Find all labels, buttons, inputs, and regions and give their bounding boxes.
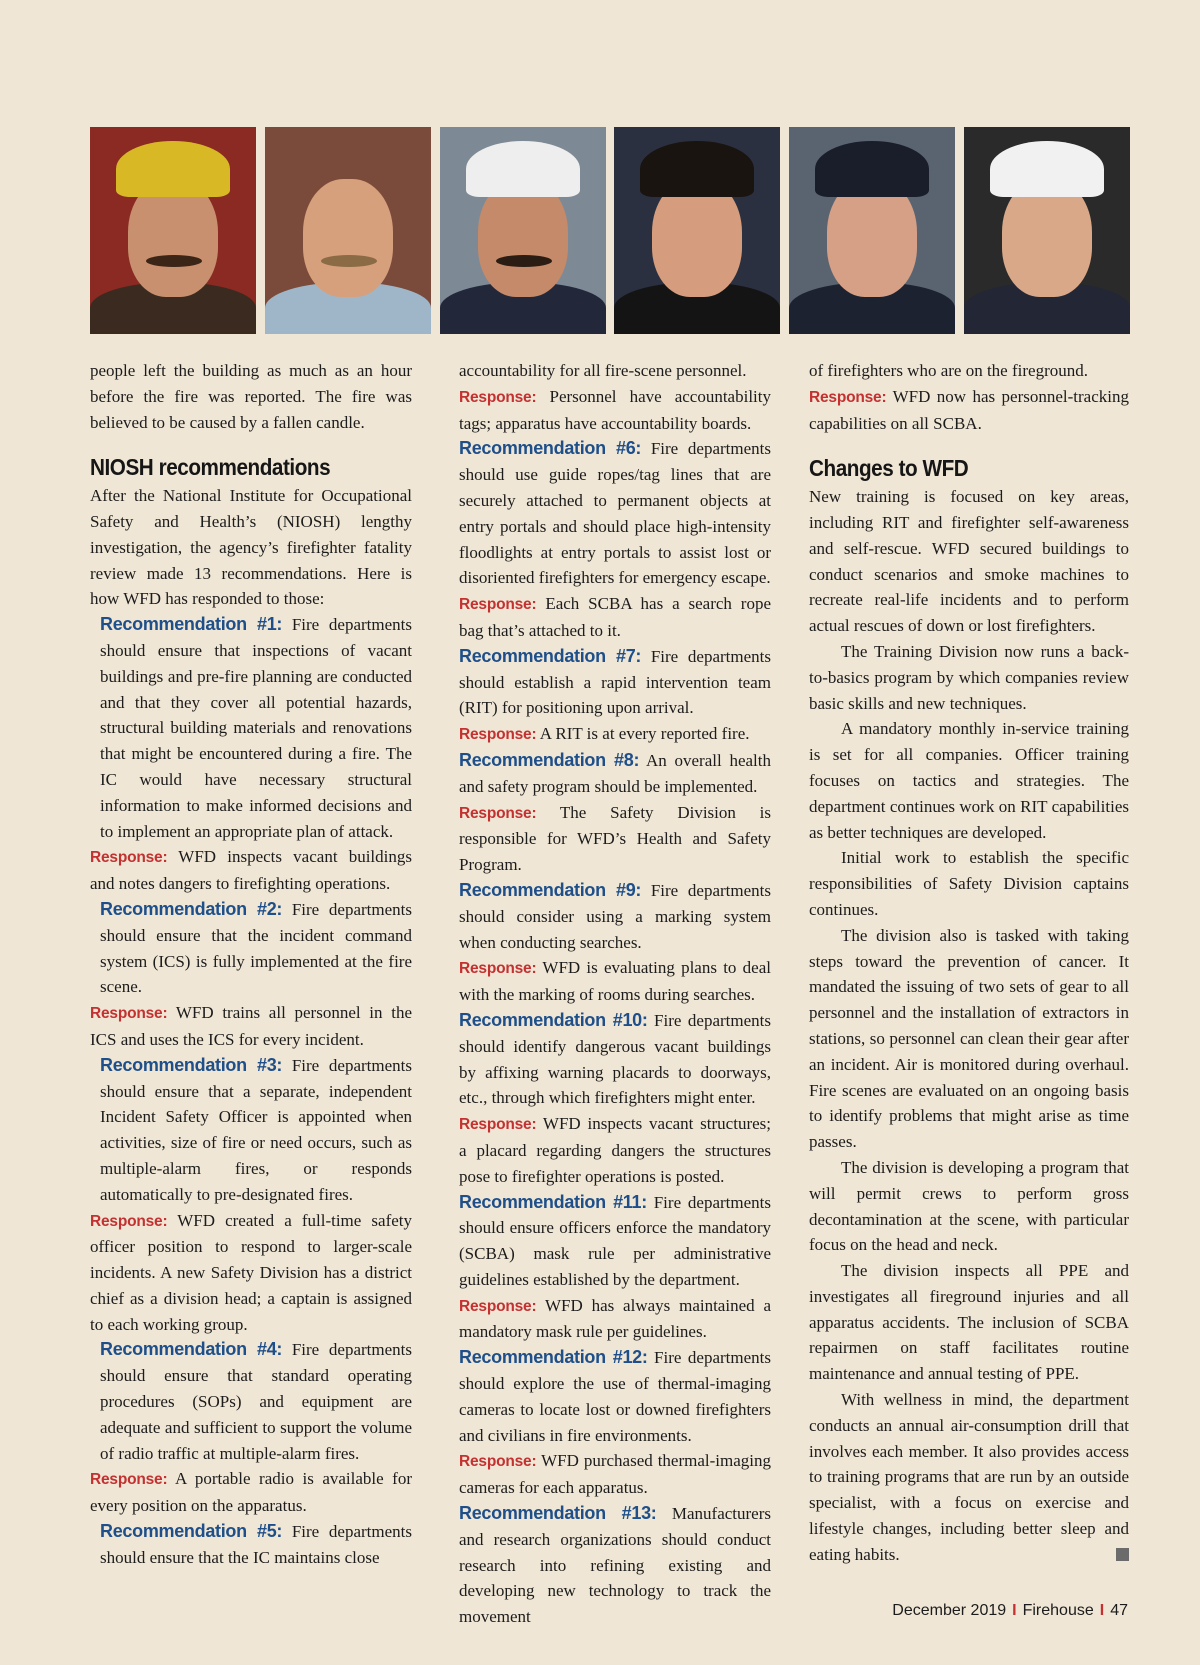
- portrait-photo-officer-dark-cap: [789, 127, 955, 334]
- resp-label: Response:: [459, 388, 537, 406]
- rec-label: Recommendation #2:: [100, 898, 283, 919]
- rec-label: Recommendation #13:: [459, 1503, 657, 1524]
- column-3: [809, 358, 1129, 1568]
- response-11: Response: WFD has always maintained a mandatory mask rule per guidelines.: [459, 1295, 771, 1342]
- resp-label: Response:: [459, 804, 537, 822]
- footer-separator: I: [1099, 1602, 1105, 1619]
- portrait-face: [303, 179, 393, 297]
- response-9: Response: WFD is evaluating plans to deal with the marking of rooms during searches.: [459, 958, 771, 1005]
- recommendation-6: Recommendation #6: Fire departments should use guide ropes/tag lines that are securely attached to permanent objects at entry portals and should place high-intensity floodlights at entry portals to assist lost or disoriented firefighters for emergency escape.: [459, 438, 772, 588]
- resp-label: Response:: [459, 1297, 537, 1315]
- rec-label: Recommendation #10:: [459, 1009, 648, 1030]
- portrait-mustache: [496, 255, 552, 267]
- changes-paragraph-8: With wellness in mind, the department conducts an annual air-consumption drill that involves each member. It also provides access to training programs that are run by an outside specialist, with a focus on exercise and lifestyle changes, including better sleep and eating habits.: [809, 1390, 1129, 1564]
- recommendation-8: Recommendation #8: An overall health and safety program should be implemented.: [459, 749, 772, 796]
- portrait-hat: [990, 141, 1104, 197]
- resp-label: Response:: [459, 960, 537, 978]
- recommendation-3: Recommendation #3: Fire departments should ensure that a separate, independent Incident Safety Officer is appointed when activities, size of fire or need occurs, such as multiple-alarm fires, or responds automatically to pre-designated fires.: [100, 1054, 413, 1204]
- changes-paragraph-1: New training is focused on key areas, including RIT and firefighter self-awareness and self-rescue. WFD secured buildings to conduct scenarios and smoke machines to recreate real-life incidents and to perform actual rescues of down or lost firefighters.: [809, 487, 1129, 636]
- changes-paragraph-3: A mandatory monthly in-service training is set for all companies. Officer training focuses on tactics and strategies. The department continues work on RIT capabilities as better techniques are developed.: [809, 719, 1129, 842]
- changes-paragraph-5: The division also is tasked with taking steps toward the prevention of cancer. It mandated the issuing of two sets of gear to all personnel and the installation of extractors in stations, so personnel can clean their gear after an incident. Air is monitored during overhaul. Fire scenes are evaluated on an ongoing basis to identify problems that might arise as time passes.: [809, 925, 1129, 1152]
- end-mark-icon: [1116, 1548, 1129, 1561]
- portrait-hat: [815, 141, 929, 197]
- response-3: Response: WFD created a full-time safety officer position to respond to larger-scale incidents. A new Safety Division has a district chief as a division head; a captain is assigned to each working group.: [90, 1210, 412, 1334]
- heading-niosh: NIOSH recommendations: [90, 454, 331, 481]
- recommendation-12: Recommendation #12: Fire departments should explore the use of thermal-imaging cameras to locate lost or downed firefighters and civilians in fire environments.: [459, 1347, 771, 1445]
- rec-label: Recommendation #3:: [100, 1054, 283, 1075]
- changes-paragraph-6: The division is developing a program that will permit crews to perform gross decontamination at the scene, with particular focus on the head and neck.: [809, 1157, 1129, 1255]
- footer-date: December 2019: [892, 1602, 1007, 1619]
- column-2: [459, 358, 771, 1630]
- recommendation-2: Recommendation #2: Fire departments should ensure that the incident command system (ICS) is fully implemented at the fire scene.: [100, 898, 413, 997]
- rec-label: Recommendation #7:: [459, 645, 642, 666]
- resp-label: Response:: [459, 1453, 537, 1471]
- portrait-mustache: [321, 255, 377, 267]
- response-8: Response: The Safety Division is responsible for WFD’s Health and Safety Program.: [459, 802, 771, 875]
- rec-label: Recommendation #12:: [459, 1347, 648, 1368]
- continued-text: accountability for all fire-scene personnel.: [459, 361, 747, 380]
- page-footer: [892, 1602, 1128, 1620]
- changes-paragraph-7: The division inspects all PPE and investigates all fireground injuries and all apparatus accidents. The inclusion of SCBA repairmen on staff facilitates routine maintenance and annual testing of PPE.: [809, 1261, 1129, 1384]
- response-1: Response: WFD inspects vacant buildings and notes dangers to firefighting operations.: [90, 847, 412, 894]
- footer-separator: I: [1012, 1602, 1017, 1619]
- response-7: Response: A RIT is at every reported fire.: [459, 724, 750, 744]
- resp-label: Response:: [90, 1212, 168, 1230]
- response-5: Response: Personnel have accountability tags; apparatus have accountability boards.: [459, 386, 771, 433]
- recommendation-11: Recommendation #11: Fire departments should ensure officers enforce the mandatory (SCBA) mask rule per administrative guidelines established by the department.: [459, 1191, 772, 1289]
- column-1: [90, 358, 412, 1571]
- response-6: Response: Each SCBA has a search rope bag that’s attached to it.: [459, 594, 771, 640]
- portrait-hat: [466, 141, 580, 197]
- recommendation-1: Recommendation #1: Fire departments should ensure that inspections of vacant buildings and pre-fire planning are conducted and that they cover all potential hazards, structural building materials and renovations that might be encountered during a fire. The IC would have necessary structural information to make informed decisions and to implement an appropriate plan of attack.: [100, 614, 413, 841]
- rec-label: Recommendation #9:: [459, 879, 642, 900]
- response-12: Response: WFD purchased thermal-imaging cameras for each apparatus.: [459, 1451, 771, 1498]
- rec-label: Recommendation #1:: [100, 614, 283, 635]
- resp-label: Response:: [459, 596, 537, 614]
- resp-label: Response:: [90, 1005, 168, 1023]
- footer-magazine: Firehouse: [1022, 1602, 1094, 1619]
- recommendation-13: Recommendation #13: Manufacturers and research organizations should conduct research into refining existing and developing new technology to track the movement: [459, 1503, 771, 1627]
- portrait-hat: [116, 141, 230, 197]
- response-13: Response: WFD now has personnel-tracking capabilities on all SCBA.: [809, 386, 1129, 433]
- portrait-photo-officer-white-cap-1: [440, 127, 606, 334]
- response-10: Response: WFD inspects vacant structures; a placard regarding dangers the structures pose to firefighter operations is posted.: [459, 1114, 771, 1186]
- portrait-photo-man-tank-top: [265, 127, 431, 334]
- portrait-photo-officer-white-cap-2: [964, 127, 1130, 334]
- page-number: 47: [1110, 1602, 1128, 1619]
- resp-label: Response:: [809, 388, 887, 406]
- resp-label: Response:: [459, 726, 537, 744]
- resp-label: Response:: [459, 1116, 537, 1134]
- rec-label: Recommendation #8:: [459, 749, 640, 770]
- photo-strip: [90, 127, 1130, 334]
- niosh-paragraph: After the National Institute for Occupational Safety and Health’s (NIOSH) lengthy investigation, the agency’s firefighter fatality review made 13 recommendations. Here is how WFD has responded to those:: [90, 486, 412, 609]
- changes-paragraph-4: Initial work to establish the specific responsibilities of Safety Division captains continues.: [809, 848, 1129, 919]
- response-4: Response: A portable radio is available for every position on the apparatus.: [90, 1469, 412, 1516]
- portrait-photo-firefighter-helmet-1: [90, 127, 256, 334]
- portrait-mustache: [146, 255, 202, 267]
- portrait-photo-man-dark-hair: [614, 127, 780, 334]
- resp-label: Response:: [90, 849, 168, 867]
- resp-label: Response:: [90, 1471, 168, 1489]
- recommendation-5: Recommendation #5: Fire departments should ensure that the IC maintains close: [100, 1521, 413, 1567]
- changes-paragraph-2: The Training Division now runs a back-to-basics program by which companies review basic skills and new techniques.: [809, 641, 1129, 713]
- recommendation-7: Recommendation #7: Fire departments should establish a rapid intervention team (RIT) for positioning upon arrival.: [459, 645, 772, 718]
- recommendation-9: Recommendation #9: Fire departments should consider using a marking system when conducting searches.: [459, 879, 772, 952]
- rec-label: Recommendation #5:: [100, 1521, 283, 1542]
- rec-label: Recommendation #6:: [459, 438, 642, 459]
- response-2: Response: WFD trains all personnel in the ICS and uses the ICS for every incident.: [90, 1003, 412, 1049]
- recommendation-4: Recommendation #4: Fire departments should ensure that standard operating procedures (SOPs) and equipment are adequate and sufficient to support the volume of radio traffic at multiple-alarm fires.: [100, 1339, 413, 1463]
- rec-label: Recommendation #4:: [100, 1339, 283, 1360]
- recommendation-10: Recommendation #10: Fire departments should identify dangerous vacant buildings by affixing warning placards to doorways, etc., through which firefighters might enter.: [459, 1009, 771, 1108]
- portrait-hat: [640, 141, 754, 197]
- continued-text: of firefighters who are on the fireground.: [809, 361, 1088, 380]
- intro-paragraph: people left the building as much as an hour before the fire was reported. The fire was believed to be caused by a fallen candle.: [90, 361, 412, 432]
- rec-label: Recommendation #11:: [459, 1191, 647, 1212]
- heading-changes: Changes to WFD: [809, 455, 969, 482]
